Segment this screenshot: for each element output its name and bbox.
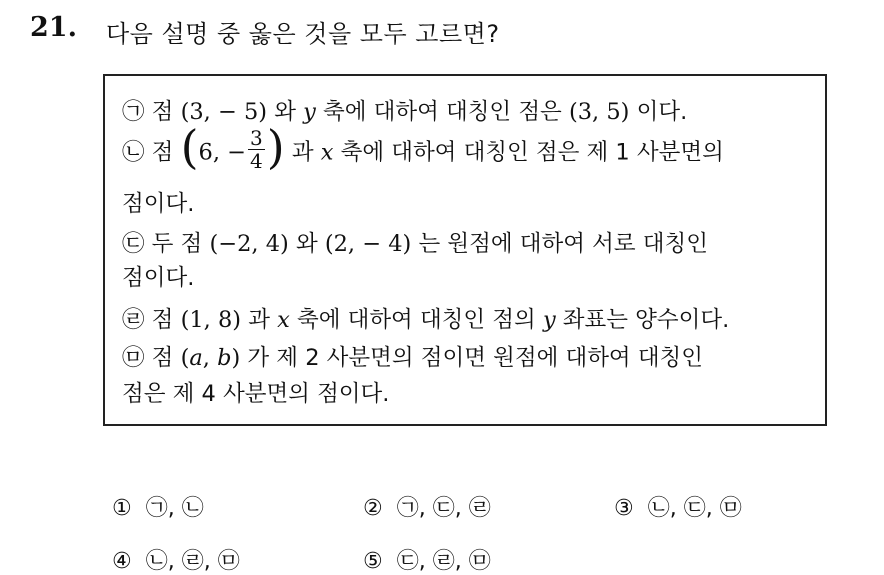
- math-point: (2, − 4): [324, 231, 412, 257]
- choice-number: ②: [363, 496, 383, 521]
- question-text: 다음 설명 중 옳은 것을 모두 고르면?: [106, 20, 500, 48]
- choice-number: ③: [614, 496, 634, 521]
- axis-variable: x: [320, 139, 334, 166]
- choice-5[interactable]: [363, 544, 491, 575]
- math-point: (3, − 5): [180, 99, 268, 125]
- math-coordinate: 6, −: [198, 139, 246, 166]
- left-paren: (: [180, 120, 199, 174]
- statement-marker: ㉡: [122, 139, 145, 166]
- statement-marker: ㉣: [122, 307, 145, 333]
- choice-number: ①: [112, 496, 132, 521]
- choice-2[interactable]: [363, 491, 491, 522]
- statement-5-cont: 점은 제 4 사분면의 점이다.: [122, 381, 390, 407]
- right-paren: ): [266, 120, 285, 174]
- fraction-denominator: 4: [250, 148, 263, 173]
- statement-2: ㉡ 점 (6, − $\frac{3}{4}$ ) 과 x 축에 대하여 대칭인 점은 제 1 사분면의: [122, 120, 724, 174]
- choice-value: ㉠, ㉡: [145, 496, 204, 521]
- choice-value: ㉠, ㉢, ㉣: [396, 496, 491, 521]
- choice-value: ㉢, ㉣, ㉤: [396, 549, 491, 574]
- choice-value: ㉡, ㉣, ㉤: [145, 549, 240, 574]
- statement-3-cont: 점이다.: [122, 265, 195, 291]
- axis-variable: x: [277, 307, 290, 333]
- fraction-numerator: 3: [250, 125, 263, 150]
- statement-marker: ㉠: [122, 99, 145, 125]
- choice-1[interactable]: [112, 491, 204, 522]
- question-number: 21.: [30, 12, 77, 43]
- coordinate-variable: y: [542, 307, 556, 333]
- statement-4: ㉣ 점 (1, 8) 과 x 축에 대하여 대칭인 점의 y 좌표는 양수이다.: [122, 307, 730, 333]
- math-point: (−2, 4): [209, 231, 289, 257]
- statement-2-cont: 점이다.: [122, 191, 195, 217]
- choice-4[interactable]: [112, 544, 240, 575]
- statement-5: ㉤ 점 (a, b) 가 제 2 사분면의 점이면 원점에 대하여 대칭인: [122, 345, 704, 371]
- statement-1: ㉠ 점 (3, − 5) 와 y 축에 대하여 대칭인 점은 (3, 5) 이다.: [122, 99, 688, 125]
- statement-3: ㉢ 두 점 (−2, 4) 와 (2, − 4) 는 원점에 대하여 서로 대칭인: [122, 231, 708, 257]
- choice-number: ④: [112, 549, 132, 574]
- variable-a: a: [189, 345, 203, 371]
- math-point: (3, 5): [568, 99, 630, 125]
- statement-marker: ㉢: [122, 231, 145, 257]
- statement-marker: ㉤: [122, 345, 145, 371]
- math-point: (1, 8): [180, 307, 242, 333]
- variable-b: b: [217, 345, 232, 371]
- choice-number: ⑤: [363, 549, 383, 574]
- choice-3[interactable]: [614, 491, 742, 522]
- fraction: [248, 127, 265, 172]
- choice-value: ㉡, ㉢, ㉤: [647, 496, 742, 521]
- axis-variable: y: [303, 99, 316, 125]
